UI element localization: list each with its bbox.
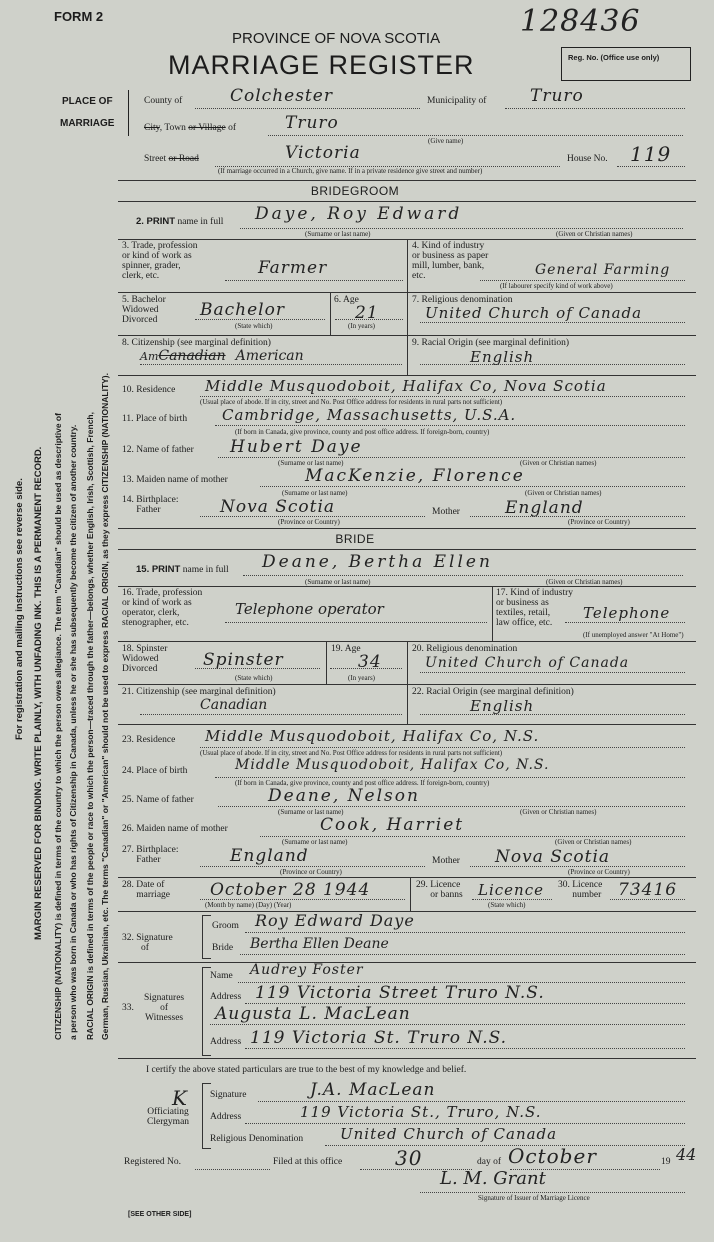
bride-status: Spinster — [203, 650, 284, 670]
marriage-label: MARRIAGE — [60, 118, 115, 129]
clergy-address-label: Address — [210, 1112, 242, 1122]
bride-mother: Cook, Harriet — [320, 815, 465, 835]
city-value: Truro — [285, 113, 339, 133]
bride-age: 34 — [358, 652, 382, 672]
certify-statement: I certify the above stated particulars are true to the best of my knowledge and belief. — [146, 1065, 467, 1075]
groom-years-cap: (In years) — [348, 322, 376, 330]
bride-mother-birthplace: Nova Scotia — [495, 847, 611, 867]
groom-given-cap: (Given or Christian names) — [556, 230, 633, 238]
bride-name-label: 15. PRINT name in full — [136, 564, 229, 575]
bride-signature: Bertha Ellen Deane — [250, 936, 389, 952]
groom-status-label: 5. Bachelor Widowed Divorced — [122, 295, 166, 325]
groom-racial-label: 9. Racial Origin (see marginal definition) — [412, 338, 570, 348]
groom-mother-birthplace: England — [505, 498, 584, 518]
groom-citizenship — [140, 347, 304, 365]
bridegroom-heading: BRIDEGROOM — [310, 184, 400, 198]
groom-residence-label: 10. Residence — [122, 385, 176, 395]
bride-status-label: 18. Spinster Widowed Divorced — [122, 644, 168, 674]
filed-year: 44 — [676, 1145, 697, 1164]
bride-unemployed-cap: (If unemployed answer "At Home") — [583, 631, 684, 639]
groom-citizenship-value: American — [235, 348, 304, 364]
groom-birth: Cambridge, Massachusetts, U.S.A. — [222, 406, 517, 424]
groom-surname-cap: (Surname or last name) — [305, 230, 371, 238]
groom-age: 21 — [355, 303, 379, 323]
bride-years-cap: (In years) — [348, 674, 376, 682]
bride-industry: Telephone — [583, 604, 671, 622]
groom-residence-cap: (Usual place of abode. If in city, street and No. Post Office address for residents in rural parts not sufficient) — [200, 398, 503, 406]
groom-father-birthplace: Nova Scotia — [220, 497, 336, 517]
clergy-sig-label: Signature — [210, 1090, 247, 1100]
groom-citizenship-label: 8. Citizenship (see marginal definition) — [122, 338, 271, 348]
bride-citizenship: Canadian — [200, 697, 268, 713]
marriage-date-cap: (Month by name) (Day) (Year) — [205, 901, 292, 909]
margin-instructions: For registration and mailing instructions see reverse side. — [14, 478, 25, 740]
bride-father: Deane, Nelson — [268, 786, 420, 806]
groom-sig-label: Groom — [212, 921, 239, 931]
filed-day: 30 — [395, 1146, 423, 1170]
groom-mother-prov-cap: (Province or Country) — [568, 518, 630, 526]
licence-number: 73416 — [618, 880, 678, 900]
street-note: (If marriage occurred in a Church, give name. If in a private residence give street and number) — [218, 167, 483, 175]
groom-state-cap: (State which) — [235, 322, 273, 330]
groom-industry-label: 4. Kind of industry or business as paper mill, lumber, bank, etc. — [412, 241, 489, 281]
groom-trade: Farmer — [258, 258, 328, 278]
province-heading: PROVINCE OF NOVA SCOTIA — [232, 30, 441, 47]
groom-religion-label: 7. Religious denomination — [412, 295, 513, 305]
bride-sig-label: Bride — [212, 943, 234, 953]
house-value: 119 — [630, 142, 672, 166]
registered-no-label: Registered No. — [124, 1157, 181, 1167]
witness1-name: Audrey Foster — [250, 962, 364, 978]
margin-citizenship-def-2: a person who was born in Canada or who has rights of Citizenship in Canada, unless he or she has subsequently become the citizen of another country. — [68, 424, 78, 1040]
bride-father-prov-cap: (Province or Country) — [280, 868, 342, 876]
bride-birth: Middle Musquodoboit, Halifax Co, N.S. — [235, 757, 550, 773]
bride-birth-label: 24. Place of birth — [122, 766, 188, 776]
see-other-side: [SEE OTHER SIDE] — [128, 1211, 192, 1218]
licence-value: Licence — [478, 881, 544, 899]
bride-birthplace-label: 27. Birthplace: Father — [122, 845, 179, 865]
county-value: Colchester — [230, 86, 333, 106]
groom-mother-bp-label: Mother — [432, 507, 460, 517]
groom-industry: General Farming — [535, 262, 671, 278]
county-label: County of — [144, 96, 183, 106]
marriage-date: October 28 1944 — [210, 880, 371, 900]
bride-trade-label: 16. Trade, profession or kind of work as operator, clerk, stenographer, etc. — [122, 588, 203, 628]
bride-mother-given-cap: (Given or Christian names) — [555, 838, 632, 846]
groom-citizenship-struck: Canadian — [158, 348, 226, 364]
bride-racial: English — [470, 697, 535, 715]
handwritten-reg-number: 128436 — [520, 4, 641, 39]
marriage-date-label: 28. Date of marriage — [122, 880, 171, 900]
groom-birth-cap: (If born in Canada, give province, county and post office address. If foreign-born, country) — [235, 428, 490, 436]
bride-religion-label: 20. Religious denomination — [412, 644, 518, 654]
groom-father-surname-cap: (Surname or last name) — [278, 459, 344, 467]
groom-mother-label: 13. Maiden name of mother — [122, 475, 228, 485]
clergy-denomination: United Church of Canada — [340, 1125, 558, 1143]
form-number: FORM 2 — [54, 9, 104, 24]
groom-residence: Middle Musquodoboit, Halifax Co, Nova Scotia — [205, 377, 607, 395]
filed-month: October — [508, 1144, 597, 1168]
issuer-signature: L. M. Grant — [440, 1168, 546, 1189]
day-of-label: day of — [477, 1157, 502, 1167]
groom-racial: English — [470, 348, 535, 366]
bride-father-given-cap: (Given or Christian names) — [520, 808, 597, 816]
bride-trade: Telephone operator — [235, 600, 384, 618]
municipality-label: Municipality of — [427, 96, 487, 106]
clergy-signature: J.A. MacLean — [310, 1080, 436, 1100]
witness2-name: Augusta L. MacLean — [215, 1004, 411, 1024]
bride-heading: BRIDE — [335, 532, 375, 546]
reg-no-label: Reg. No. (Office use only) — [568, 53, 660, 62]
place-of-label: PLACE OF — [62, 96, 113, 107]
groom-trade-label: 3. Trade, profession or kind of work as spinner, grader, clerk, etc. — [122, 241, 198, 281]
w1-address-label: Address — [210, 992, 242, 1002]
licence-state-cap: (State which) — [488, 901, 526, 909]
witnesses-label: Signatures of Witnesses — [144, 993, 185, 1023]
margin-racial-def-1: RACIAL ORIGIN is defined in terms of the people or race to which the person—traced through the father—belongs, whether English, Irish, Scottish, French, — [85, 412, 95, 1040]
groom-father-label: 12. Name of father — [122, 445, 194, 455]
clergy-address: 119 Victoria St., Truro, N.S. — [300, 1103, 542, 1121]
bride-mother-prov-cap: (Province or Country) — [568, 868, 630, 876]
filed-label: Filed at this office — [273, 1157, 343, 1167]
licence-label: 29. Licence or banns — [416, 880, 463, 900]
clergy-denom-label: Religious Denomination — [210, 1134, 304, 1144]
groom-citizenship-prefix: Am — [140, 350, 159, 363]
bride-state-cap: (State which) — [235, 674, 273, 682]
clergyman-label: Officiating Clergyman — [147, 1107, 190, 1127]
bride-father-birthplace: England — [230, 846, 309, 866]
issuer-label: Signature of Issuer of Marriage Licence — [478, 1194, 590, 1202]
groom-labourer-cap: (If labourer specify kind of work above) — [500, 282, 613, 290]
bride-religion: United Church of Canada — [425, 655, 630, 671]
bride-mother-bp-label: Mother — [432, 856, 460, 866]
bride-residence: Middle Musquodoboit, Halifax Co, N.S. — [205, 727, 540, 745]
bride-surname-cap: (Surname or last name) — [305, 578, 371, 586]
groom-birthplace-label: 14. Birthplace: Father — [122, 495, 179, 515]
year-prefix: 19 — [661, 1157, 671, 1167]
groom-father: Hubert Daye — [230, 437, 363, 457]
reg-no-box — [561, 47, 691, 81]
city-label: City, Town or Village of — [144, 123, 237, 133]
w2-address-label: Address — [210, 1037, 242, 1047]
groom-age-label: 6. Age — [334, 295, 359, 305]
bride-residence-cap: (Usual place of abode. If in city, street and No. Post Office address for residents in rural parts not sufficient) — [200, 749, 503, 757]
bride-racial-label: 22. Racial Origin (see marginal definition) — [412, 687, 574, 697]
w1-name-label: Name — [210, 971, 233, 981]
groom-father-given-cap: (Given or Christian names) — [520, 459, 597, 467]
groom-mother-given-cap: (Given or Christian names) — [525, 489, 602, 497]
k-mark: K — [172, 1086, 187, 1110]
bride-age-label: 19. Age — [331, 644, 361, 654]
bride-mother-surname-cap: (Surname or last name) — [282, 838, 348, 846]
witness1-address: 119 Victoria Street Truro N.S. — [255, 983, 545, 1003]
item-33-label: 33. — [122, 1003, 134, 1013]
bride-industry-label: 17. Kind of industry or business as textiles, retail, law office, etc. — [496, 588, 574, 628]
bride-birth-cap: (If born in Canada, give province, county and post office address. If foreign-born, country) — [235, 779, 490, 787]
bride-residence-label: 23. Residence — [122, 735, 176, 745]
groom-status: Bachelor — [200, 300, 285, 320]
witness2-address: 119 Victoria St. Truro N.S. — [250, 1028, 508, 1048]
groom-name: Daye, Roy Edward — [255, 204, 463, 224]
bride-father-label: 25. Name of father — [122, 795, 194, 805]
signature-of-label: 32. Signature of — [122, 933, 173, 953]
groom-signature: Roy Edward Daye — [255, 911, 415, 930]
bride-citizenship-label: 21. Citizenship (see marginal definition) — [122, 687, 276, 697]
municipality-value: Truro — [530, 86, 584, 106]
bride-given-cap: (Given or Christian names) — [546, 578, 623, 586]
groom-religion: United Church of Canada — [425, 304, 643, 322]
groom-name-label: 2. PRINT name in full — [136, 216, 224, 227]
licence-number-label: 30. Licence number — [558, 880, 603, 900]
street-label: Street or Road — [144, 154, 199, 164]
bride-father-surname-cap: (Surname or last name) — [278, 808, 344, 816]
street-value: Victoria — [285, 143, 361, 163]
margin-citizenship-def-1: CITIZENSHIP (NATIONALITY) is defined in terms of the country to which the person owes allegiance. The term "Canadian" should be used as descriptive of — [53, 413, 63, 1040]
groom-father-prov-cap: (Province or Country) — [278, 518, 340, 526]
margin-racial-def-2: German, Russian, Ukrainian, etc. The terms "Canadian" or "American" should not be used to express RACIAL ORIGIN, as they express CITIZENSHIP (NATIONALITY). — [100, 373, 110, 1040]
page-title: MARRIAGE REGISTER — [168, 50, 475, 80]
bride-mother-label: 26. Maiden name of mother — [122, 824, 228, 834]
groom-birth-label: 11. Place of birth — [122, 414, 188, 424]
groom-mother-surname-cap: (Surname or last name) — [282, 489, 348, 497]
give-name-caption: (Give name) — [428, 137, 464, 145]
margin-binding-note: MARGIN RESERVED FOR BINDING. WRITE PLAINLY, WITH UNFADING INK. THIS IS A PERMANENT RECORD. — [33, 446, 44, 940]
groom-mother: MacKenzie, Florence — [305, 466, 525, 486]
bride-name: Deane, Bertha Ellen — [262, 552, 493, 572]
house-label: House No. — [567, 154, 608, 164]
